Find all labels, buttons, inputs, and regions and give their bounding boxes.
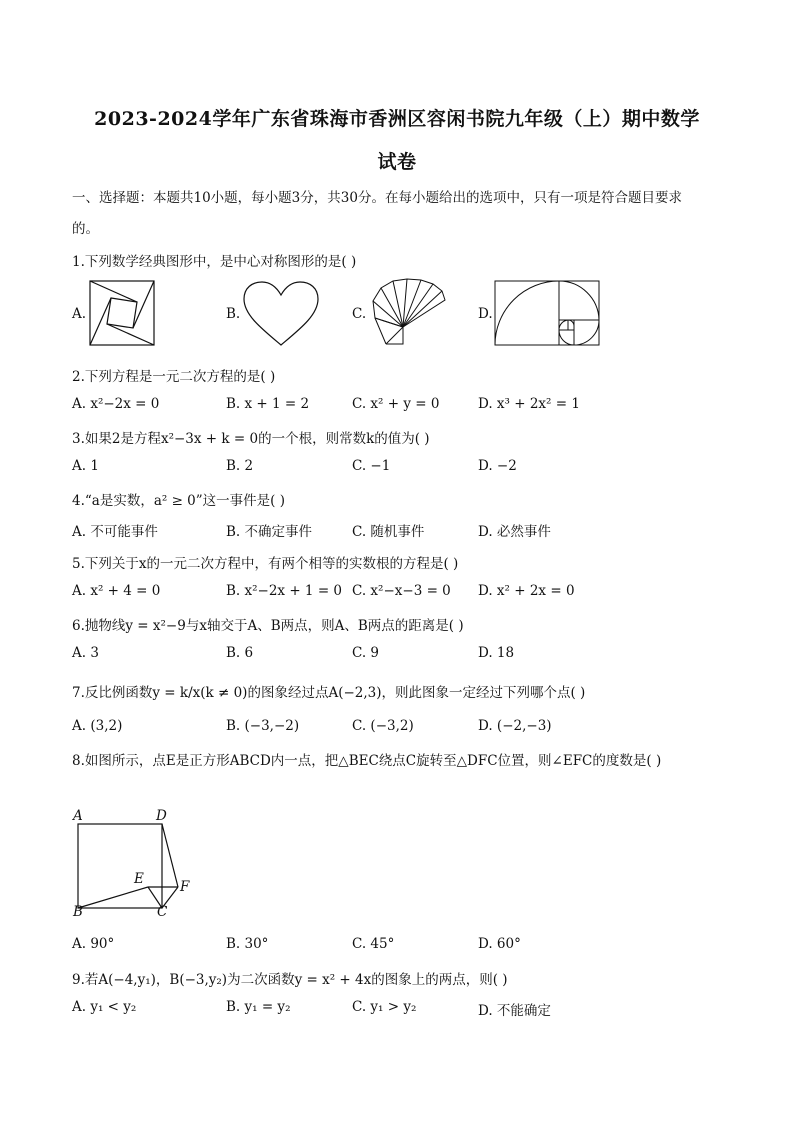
q9-option-b[interactable]: B. y₁ = y₂ [226, 999, 291, 1015]
q8-option-a[interactable]: A. 90° [72, 936, 115, 952]
q3-option-a[interactable]: A. 1 [72, 458, 99, 474]
q8-option-d[interactable]: D. 60° [478, 936, 521, 952]
q8-option-b[interactable]: B. 30° [226, 936, 269, 952]
question-2-stem: 2.下列方程是一元二次方程的是( ) [72, 369, 276, 385]
section-heading: 一、选择题：本题共10小题，每小题3分，共30分。在每小题给出的选项中，只有一项是符合题目要求 [72, 190, 682, 206]
q4-option-d[interactable]: D. 必然事件 [478, 524, 551, 540]
q4-option-b[interactable]: B. 不确定事件 [226, 524, 313, 540]
q5-option-a[interactable]: A. x² + 4 = 0 [72, 583, 161, 599]
fig8-label-e: E [134, 871, 144, 887]
page-title-line1: 2023-2024学年广东省珠海市香洲区容闲书院九年级（上）期中数学 [94, 108, 700, 130]
q5-option-c[interactable]: C. x²−x−3 = 0 [352, 583, 451, 599]
q2-option-b[interactable]: B. x + 1 = 2 [226, 396, 310, 412]
figure-square-abcd [70, 808, 200, 920]
q6-option-d[interactable]: D. 18 [478, 645, 515, 661]
fig8-label-d: D [156, 808, 167, 824]
fig8-label-f: F [180, 879, 190, 895]
figure-golden-spiral [494, 280, 600, 346]
figure-heart [242, 281, 320, 347]
q5-option-d[interactable]: D. x² + 2x = 0 [478, 583, 575, 599]
figure-fan [369, 278, 447, 348]
section-heading-cont: 的。 [72, 221, 99, 237]
q7-option-b[interactable]: B. (−3,−2) [226, 718, 300, 734]
q9-option-d[interactable]: D. 不能确定 [478, 1003, 551, 1019]
q5-option-b[interactable]: B. x²−2x + 1 = 0 [226, 583, 343, 599]
q4-option-c[interactable]: C. 随机事件 [352, 524, 425, 540]
question-3-stem: 3.如果2是方程x²−3x + k = 0的一个根，则常数k的值为( ) [72, 431, 430, 447]
q1-option-b[interactable]: B. [226, 306, 241, 322]
question-5-stem: 5.下列关于x的一元二次方程中，有两个相等的实数根的方程是( ) [72, 556, 459, 572]
q3-option-b[interactable]: B. 2 [226, 458, 254, 474]
fig8-label-b: B [73, 904, 83, 920]
q1-option-a[interactable]: A. [72, 306, 87, 322]
question-6-stem: 6.抛物线y = x²−9与x轴交于A、B两点，则A、B两点的距离是( ) [72, 618, 464, 634]
q7-option-c[interactable]: C. (−3,2) [352, 718, 414, 734]
q3-option-d[interactable]: D. −2 [478, 458, 517, 474]
q3-option-c[interactable]: C. −1 [352, 458, 391, 474]
q1-option-c[interactable]: C. [352, 306, 367, 322]
q7-option-d[interactable]: D. (−2,−3) [478, 718, 552, 734]
q9-option-a[interactable]: A. y₁ < y₂ [72, 999, 137, 1015]
fig8-label-a: A [73, 808, 83, 824]
q7-option-a[interactable]: A. (3,2) [72, 718, 123, 734]
q6-option-b[interactable]: B. 6 [226, 645, 254, 661]
q6-option-c[interactable]: C. 9 [352, 645, 380, 661]
page-title-line2: 试卷 [377, 151, 417, 173]
q8-option-c[interactable]: C. 45° [352, 936, 395, 952]
fig8-label-c: C [157, 904, 168, 920]
question-7-stem: 7.反比例函数y = k/x(k ≠ 0)的图象经过点A(−2,3)，则此图象一定经过下列哪个点( ) [72, 685, 586, 701]
q4-option-a[interactable]: A. 不可能事件 [72, 524, 158, 540]
q6-option-a[interactable]: A. 3 [72, 645, 99, 661]
q2-option-c[interactable]: C. x² + y = 0 [352, 396, 440, 412]
q1-option-d[interactable]: D. [478, 306, 493, 322]
question-9-stem: 9.若A(−4,y₁)，B(−3,y₂)为二次函数y = x² + 4x的图象上的两点，则( ) [72, 972, 508, 988]
q9-option-c[interactable]: C. y₁ > y₂ [352, 999, 417, 1015]
question-8-stem: 8.如图所示，点E是正方形ABCD内一点，把△BEC绕点C旋转至△DFC位置，则∠EFC的度数是( ) [72, 753, 662, 769]
figure-pinwheel-square [89, 280, 155, 346]
q2-option-a[interactable]: A. x²−2x = 0 [72, 396, 160, 412]
question-1-stem: 1.下列数学经典图形中，是中心对称图形的是( ) [72, 254, 357, 270]
q2-option-d[interactable]: D. x³ + 2x² = 1 [478, 396, 580, 412]
question-4-stem: 4.“a是实数，a² ≥ 0”这一事件是( ) [72, 493, 286, 509]
